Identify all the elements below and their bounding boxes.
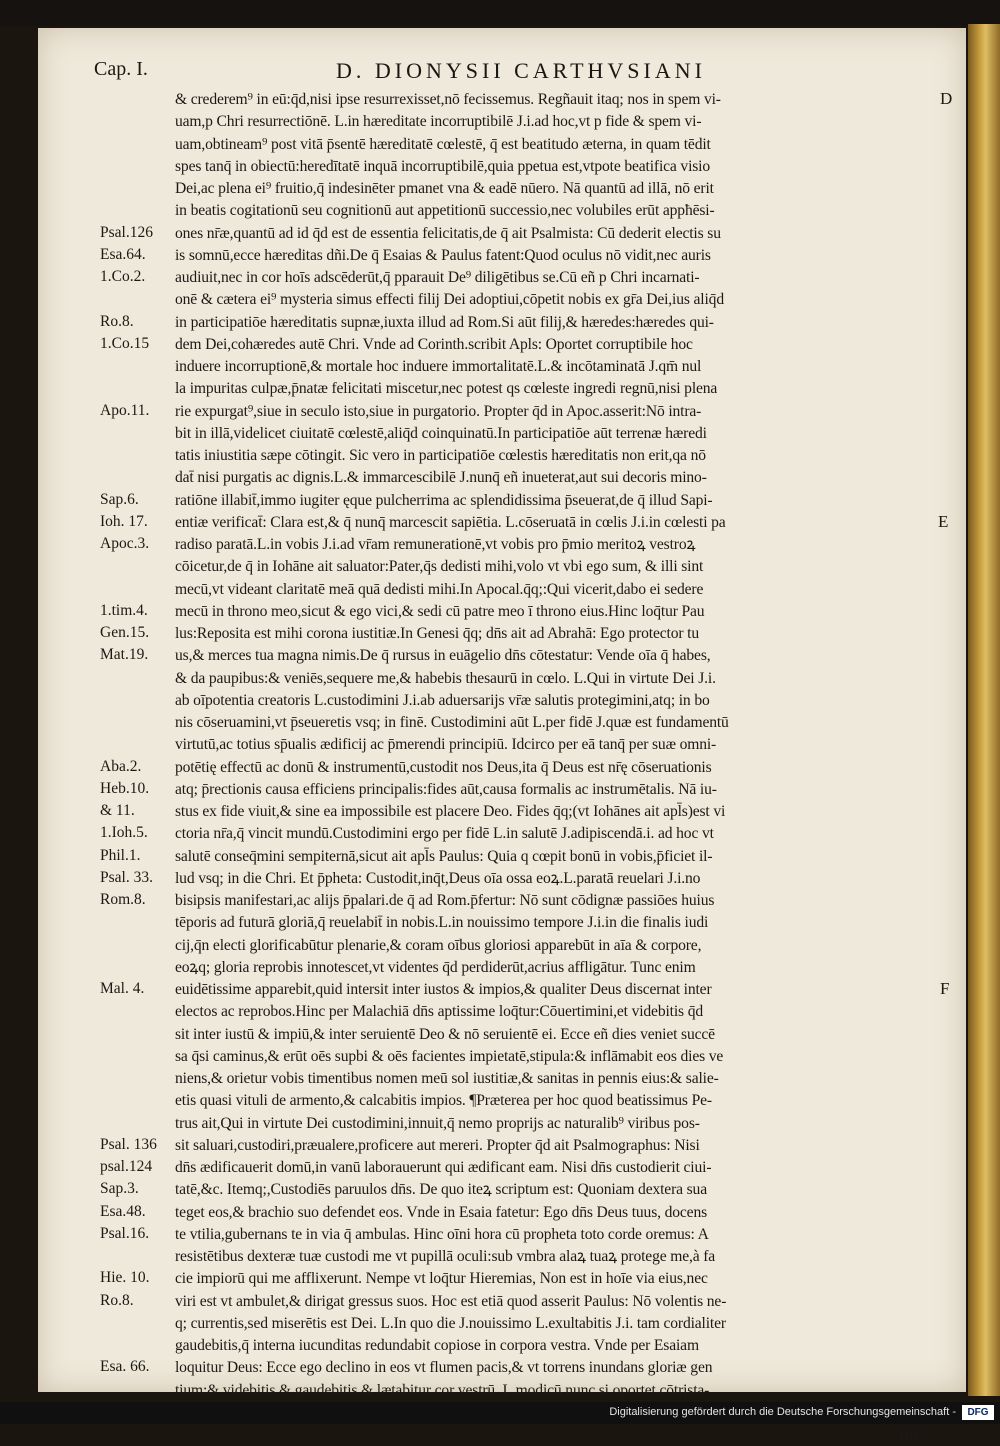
text-line: tēporis ad futurā gloriā,q̄ reuelabit̄ in nobis.L.in nouissimo tempore J.i.in die finalis iudi	[175, 914, 709, 932]
margin-reference: Sap.6.	[100, 490, 139, 508]
text-line: us,& merces tua magna nimis.De q̄ rursus in euāgelio dn̄s cōtestatur: Vende oīa q̄ habes,	[175, 647, 711, 665]
text-line: lud vsq; in die Chri. Et p̄pheta: Custodit,inq̄t,Deus oīa ossa eoꝝ.L.paratā reuelari J.i.no	[175, 869, 701, 887]
section-letter: E	[938, 511, 949, 531]
margin-reference: Sap.3.	[100, 1180, 139, 1198]
margin-reference: 1.Co.15	[100, 334, 150, 352]
text-line: uam,obtineam⁹ post vitā p̄sentē hæreditatē cœlestē, q̄ est beatitudo æterna, in quam tēdit	[175, 135, 711, 153]
digitization-footer	[0, 1402, 1000, 1424]
margin-reference: Gen.15.	[100, 624, 150, 641]
footer-credit: Digitalisierung gefördert durch die Deutsche Forschungsgemeinschaft -	[609, 1406, 956, 1418]
text-line: in beatis cogitationū seu cognitionū aut appetitionū successio,nec volubiles erūt appħēsi-	[175, 202, 715, 220]
text-line: in participatiōe hæreditatis supnæ,iuxta illud ad Rom.Si aūt filij,& hæredes:hæredes qui-	[175, 313, 714, 331]
text-line: trus ait,Qui in virtute Dei custodimini,innuit,q̄ nemo proprijs ac naturalib⁹ viribus pos-	[175, 1114, 700, 1132]
text-line: tatē,&c. Itemq;,Custodiēs paruulos dn̄s. De quo iteꝝ scriptum est: Quoniam dextera sua	[175, 1181, 707, 1199]
text-line: dat̄ nisi purgatis ac dignis.L.& immarcescibilē J.nunq̄ eñ inueterat,aut sui decoris mino-	[175, 469, 707, 487]
text-line: uam,p Chri resurrectiōnē. L.in hæreditate incorruptibilē J.i.ad hoc,vt p fide & spem vi-	[175, 113, 702, 131]
text-line: entiæ verificat̄: Clara est,& q̄ nunq̄ marcescit sapiētia. L.cōseruatā in cœlis J.i.in cœlesti pa	[175, 513, 726, 531]
text-line: is somnū,ecce hæreditas dñi.De q̄ Esaias & Paulus fatent:Quod oculus nō vidit,nec auris	[175, 246, 711, 264]
text-line: stus ex fide viuit,& sine ea impossibile est placere Deo. Fides q̄q;(vt Iohānes ait apl̄s)est vi	[175, 803, 726, 820]
margin-reference: Rom.8.	[100, 891, 146, 908]
text-line: virtutū,ac totius sp̄ualis ædificij ac p̄merendi principiū. Idcirco per eā tanq̄ per suæ omni-	[175, 736, 717, 754]
body-text	[175, 89, 933, 1446]
text-line: tatis iniustitia sæpe cōtingit. Sic vero in participatiōe cœlestis hæreditatis non erit,qa nō	[175, 447, 706, 464]
text-line: induere incorruptionē,& mortale hoc induere immortalitatē.L.& incōtaminatā J.qm̄ nul	[175, 358, 702, 375]
text-line: te vtilia,gubernans te in via q̄ ambulas. Hinc oīni hora cū propheta toto corde oremus: A	[175, 1225, 709, 1243]
text-line: bit in illā,videlicet ciuitatē cœlestē,aliq̄d coinquinatū.In participatiōe aūt terrenæ hæredi	[175, 424, 707, 442]
margin-reference: Hie. 10.	[100, 1269, 150, 1287]
text-line: & da paupibus:& veniēs,sequere me,& habebis thesaurū in cœlo. L.Qui in virtute Dei J.i.	[175, 669, 716, 687]
margin-reference: Esa.64.	[100, 245, 146, 263]
text-line: dn̄s ædificauerit domū,in vanū laborauerunt qui ædificant eam. Nisi dn̄s custodierit ciui-	[175, 1159, 712, 1176]
margin-reference: Ro.8.	[100, 1291, 134, 1309]
text-line: Dei,ac plena ei⁹ fruitio,q̄ indesinēter pmanet vna & eadē nūero. Nā quantū ad illā, nō erit	[175, 180, 714, 197]
text-line: cōicetur,de q̄ in Iohāne ait saluator:Pater,q̄s dedisti mihi,volo vt vbi ego sum, & illi sint	[175, 558, 704, 576]
section-letter: F	[940, 979, 950, 998]
text-line: lus:Reposita est mihi corona iustitiæ.In Genesi q̄q; dn̄s ait ad Abrahā: Ego protector tu	[175, 625, 699, 642]
text-line: ctoria nr̄a,q̄ vincit mundū.Custodimini ergo per fidē L.in salutē J.adipiscendā.i. ad hoc vt	[175, 825, 714, 843]
margin-reference: psal.124	[100, 1158, 153, 1175]
text-line: viri est vt ambulet,& dirigat gressus suos. Hoc est etiā quod asserit Paulus: Nō volentis ne-	[175, 1292, 727, 1310]
text-line: resistētibus dexteræ tuæ custodi me vt pupillā oculi:sub vmbra alaꝝ tuaꝝ protege me,à fa	[175, 1248, 716, 1265]
margin-reference: Esa.48.	[100, 1202, 146, 1220]
text-line: euidētissime apparebit,quid intersit inter iustos & impios,& qualiter Deus discernat inter	[175, 981, 712, 998]
margin-reference: Psal. 136	[100, 1135, 157, 1153]
margin-reference: 1.Co.2.	[100, 268, 146, 285]
text-line: mecū,vt videant claritatē meā quā dedisti mihi.In Apocal.q̄q;:Qui vicerit,dabo ei sedere	[175, 580, 704, 598]
text-line: & crederem⁹ in eū:q̄d,nisi ipse resurrexisset,nō fecissemus. Regñauit itaq; nos in spem vi-	[175, 91, 721, 108]
margin-reference: Mal. 4.	[100, 980, 145, 997]
text-line: atq; p̄rectionis causa efficiens principalis:fides aūt,causa formalis ac instrumētalis. Nā iu-	[175, 780, 717, 798]
text-line: sit saluari,custodiri,præualere,proficere aut mereri. Propter q̄d ait Psalmographus: Nisi	[175, 1136, 700, 1154]
text-line: audiuit,nec in cor hoīs adscēderūt,q̄ pparauit De⁹ diligētibus se.Cū eñ p Chri incarnati-	[175, 269, 700, 286]
margin-reference: Aba.2.	[100, 757, 142, 775]
text-line: ones nr̄æ,quantū ad id q̄d est de essentia felicitatis,de q̄ ait Psalmista: Cū dederit electis su	[175, 224, 721, 242]
text-line: electos ac reprobos.Hinc per Malachiā dn̄s aptissime loq̄tur:Cōuertimini,et videbitis q̄d	[175, 1003, 703, 1021]
margin-reference: 1.tim.4.	[100, 601, 148, 619]
scan-top-border	[0, 0, 1000, 26]
text-line: nis cōseruamini,vt p̄seueretis vsq; in finē. Custodimini aūt L.per fidē J.quæ est fundamentū	[175, 714, 729, 731]
catchword: rijs	[899, 1426, 919, 1443]
text-line: cie impiorū qui me afflixerunt. Nempe vt loq̄tur Hieremias, Non est in hoīe via eius,nec	[175, 1270, 708, 1288]
text-line: onē & cætera ei⁹ mysteria simus effecti filij Dei adoptiui,cōpetit nobis ex gr̄a Dei,ius aliq̄d	[175, 291, 724, 309]
margin-reference: Apoc.3.	[100, 535, 150, 552]
text-line: salutē conseq̄mini sempiternā,sicut ait apl̄s Paulus: Quia q cœpit bonū in vobis,p̄ficiet il-	[175, 847, 713, 865]
chapter-label: Cap. I.	[94, 58, 148, 80]
section-letter: D	[940, 89, 953, 108]
text-line: eoꝝq; gloria reprobis innotescet,vt videntes q̄d perdiderūt,acrius affligātur. Tunc enim	[175, 958, 696, 976]
text-line: etis quasi vituli de armento,& calcabitis impios. ¶Præterea per hoc quod beatissimus Pe-	[175, 1092, 712, 1110]
margin-reference: Ro.8.	[100, 312, 134, 330]
margin-reference: & 11.	[100, 802, 135, 819]
margin-reference: Mat.19.	[100, 646, 149, 664]
text-line: ab oīpotentia creatoris L.custodimini J.i.ab aduersarijs vr̄æ salutis protegimini,atq; in bo	[175, 691, 710, 709]
text-line: teget eos,& brachio suo defendet eos. Vnde in Esaia fatetur: Ego dn̄s Deus tuus, docens	[175, 1203, 708, 1221]
running-head	[38, 58, 966, 88]
margin-reference: Psal.126	[100, 223, 153, 241]
text-line: niens,& orietur vobis timentibus nomen meū sol iustitiæ,& sanitas in pennis eius:& salie-	[175, 1070, 719, 1087]
margin-reference: Ioh. 17.	[100, 512, 148, 530]
page-edge-binding	[968, 24, 1000, 1396]
margin-reference: 1.Ioh.5.	[100, 824, 148, 842]
margin-reference: Esa. 66.	[100, 1358, 150, 1376]
running-title: D. DIONYSII CARTHVSIANI	[336, 58, 706, 83]
text-line: la impuritas culpæ,p̄natæ felicitati miscetur,nec potest qs cœleste ingredi regnū,nisi plena	[175, 380, 718, 398]
text-line: mecū in throno meo,sicut & ego vici,& sedi cū patre meo ī throno eius.Hinc loq̄tur Pau	[175, 602, 705, 620]
text-line: dem Dei,cohæredes autē Chri. Vnde ad Corinth.scribit Apls: Oportet corruptibile hoc	[175, 335, 693, 353]
dfg-logo: DFG	[962, 1405, 994, 1420]
text-line: bisipsis manifestari,ac alijs p̄palari.de q̄ ad Rom.p̄fertur: Nō sunt cōdignæ passiōes huius	[175, 892, 715, 909]
text-line: rie expurgat⁹,siue in seculo isto,siue in purgatorio. Propter q̄d in Apoc.asserit:Nō intra-	[175, 402, 702, 420]
margin-reference: Phil.1.	[100, 846, 141, 864]
text-line: radiso paratā.L.in vobis J.i.ad vr̄am remunerationē,vt vobis pro p̄mio meritoꝝ vestroꝝ	[175, 536, 696, 553]
text-line: loquitur Deus: Ecce ego declino in eos vt flumen pacis,& vt torrens inundans gloriæ gen	[175, 1359, 713, 1377]
text-line: gaudebitis,q̄ interna iucunditas redundabit copiose in corpora vestra. Vnde per Esaiam	[175, 1337, 699, 1354]
margin-reference: Heb.10.	[100, 779, 150, 797]
text-line: spes tanq̄ in obiectū:heredītatē inquā incorruptibilē,quia ppetua est,vtpote beatifica visio	[175, 157, 710, 175]
margin-reference: Psal.16.	[100, 1224, 150, 1242]
text-line: potētię effectū ac donū & instrumentū,custodit nos Deus,ita q̄ Deus est nr̄ę cōseruationis	[175, 758, 712, 776]
text-line: tium:& videbitis & gaudebitis,& lætabitur cor vestrū. L.modicū nunc,si oportet,cōtrista-	[175, 1381, 710, 1399]
text-line: ratiōne illabit̄,immo iugiter ęque pulcherrima ac splendidissima p̄seuerat,de q̄ illud Sapi-	[175, 491, 713, 509]
margin-reference: Apo.11.	[100, 401, 150, 419]
margin-reference: Psal. 33.	[100, 868, 153, 886]
text-line: sit inter iustū & impiū,& inter seruientē Deo & nō seruientē ei. Ecce eñ dies veniet succē	[175, 1025, 715, 1043]
text-line: sa q̄si caminus,& erūt oēs supbi & oēs facientes impietatē,stipula:& inflāmabit eos dies ve	[175, 1047, 724, 1065]
text-line: q; currentis,sed miserētis est Dei. L.In quo die J.nouissimo L.exultabitis J.i. tam cordialiter	[175, 1314, 726, 1332]
text-line: cij,q̄n electi glorificabūtur plenarie,& coram oībus gloriosi apparebūt in aīa & corpore,	[175, 936, 702, 954]
